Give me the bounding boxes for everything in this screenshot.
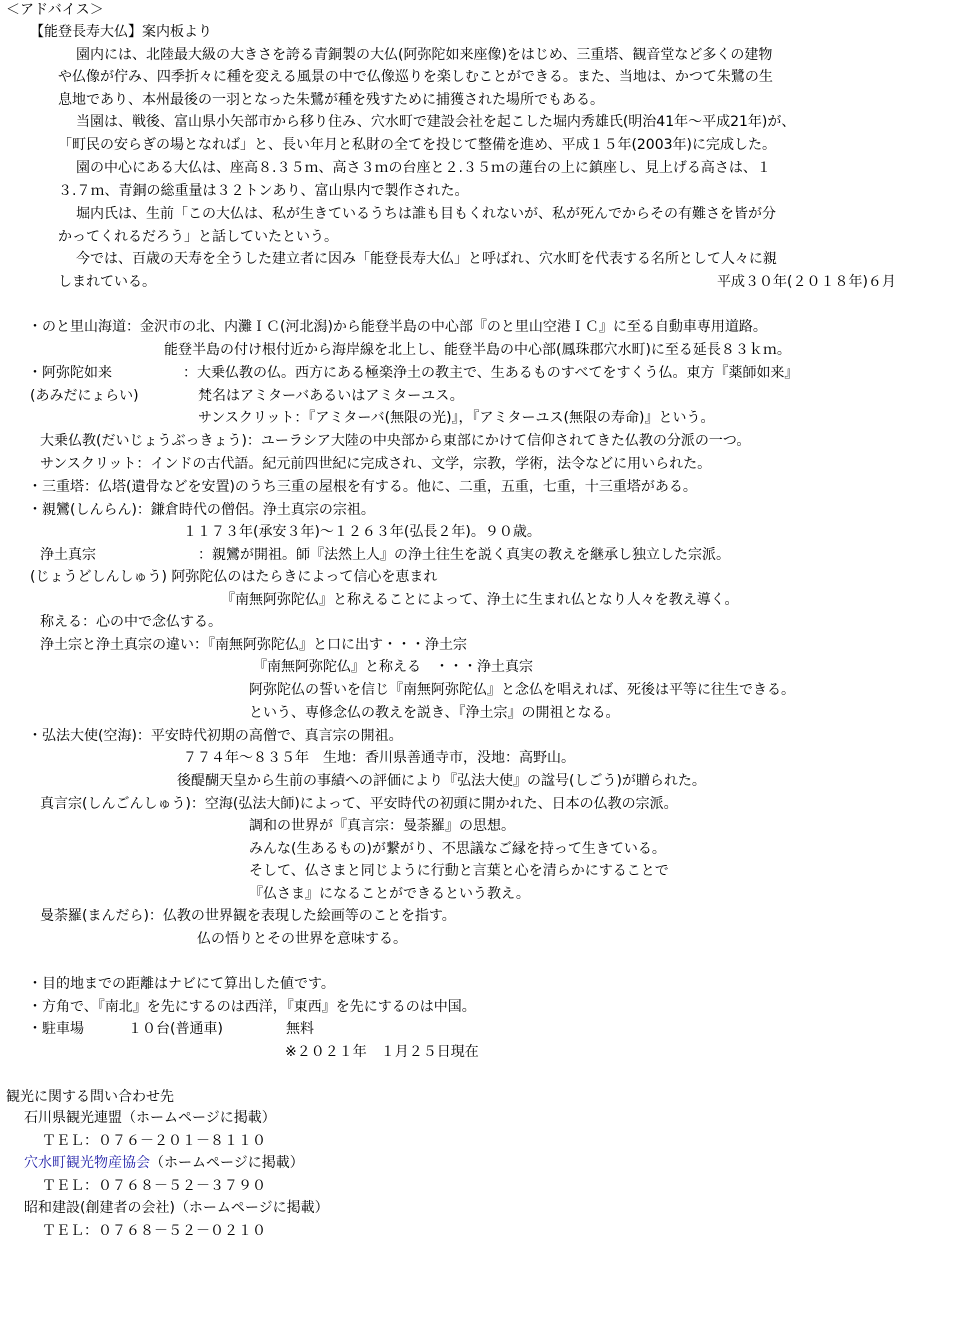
note-jodo-def2: (じょうどしんしゅう) 阿弥陀仏のはたらきによって信心を恵まれ [30, 569, 438, 585]
contact-item [24, 1153, 304, 1173]
note-shinran-line2: １１７３年(承安３年)～１２６３年(弘長２年)。９０歳。 [183, 524, 541, 540]
note-tonaeru: 称える：心の中で念仏する。 [40, 614, 222, 630]
board-p2-line1: 当園は、戦後、富山県小矢部市から移り住み、穴水町で建設会社を起こした堀内秀雄氏(明治41年～平成21年)が、 [76, 114, 796, 130]
note-amida-def2: 梵名はアミターバあるいはアミターユス。 [198, 388, 464, 404]
note-jodo-term: 浄土真宗 [40, 547, 96, 563]
board-p5-line2: しまれている。 [58, 274, 156, 290]
contact-name: 昭和建設(創建者の会社) [24, 1200, 175, 1216]
info-parking-fee: 無料 [286, 1021, 314, 1037]
note-sanskrit: サンスクリット：インドの古代語。紀元前四世紀に完成され、文学，宗教，学術，法令などに用いられた。 [40, 456, 712, 472]
board-p1-line1: 園内には、北陸最大級の大きさを誇る青銅製の大仏(阿弥陀如来座像)をはじめ、三重塔、観音堂など多くの建物 [76, 47, 773, 63]
note-amida-reading: (あみだにょらい) [30, 388, 139, 404]
contact-note: （ホームページに掲載） [174, 1200, 329, 1216]
board-p3-line1: 園の中心にある大仏は、座高８.３５ｍ、高さ３ｍの台座と２.３５ｍの蓮台の上に鎮座し、見上げる高さは、１ [76, 160, 771, 176]
note-difference-line4: という、専修念仏の教えを説き、『浄土宗』の開祖となる。 [249, 705, 620, 721]
contact-name: 石川県観光連盟 [24, 1110, 122, 1126]
note-amida-term: ・阿弥陀如来 [28, 365, 112, 381]
note-difference-line1: 浄土宗と浄土真宗の違い：『南無阿弥陀仏』と口に出す・・・浄土宗 [40, 637, 467, 653]
board-p1-line2: や仏像が佇み、四季折々に種を変える風景の中で仏像巡りを楽しむことができる。また、当地は、かつて朱鷺の生 [58, 69, 773, 85]
note-mandala-line1: 曼荼羅(まんだら)：仏教の世界観を表現した絵画等のことを指す。 [40, 908, 456, 924]
contact-item [24, 1108, 276, 1128]
board-heading: 【能登長寿大仏】案内板より [30, 24, 212, 40]
note-shingon-line3: みんな(生あるもの)が繋がり、不思議なご縁を持って生きている。 [249, 841, 666, 857]
board-p2-line2: 「町民の安らぎの場となれば」と、長い年月と私財の全てを投じて整備を進め、平成１５年(2003年)に完成した。 [58, 137, 776, 153]
info-distance: ・目的地までの距離はナビにて算出した値です。 [28, 976, 335, 992]
contact-tel: ＴＥＬ：０７６８－５２－０２１０ [42, 1223, 266, 1239]
board-p3-line2: ３.７ｍ、青銅の総重量は３２トンあり、富山県内で製作された。 [58, 183, 469, 199]
note-difference-line2: 『南無阿弥陀仏』と称える ・・・浄土真宗 [253, 659, 533, 675]
info-direction: ・方角で、『南北』を先にするのは西洋，『東西』を先にするのは中国。 [28, 999, 476, 1015]
note-mandala-line2: 仏の悟りとその世界を意味する。 [197, 931, 407, 947]
board-p1-line3: 息地であり、本州最後の一羽となった朱鷺が種を残すために捕獲された場所でもある。 [58, 92, 604, 108]
note-amida-def1: ：大乗仏教の仏。西方にある極楽浄土の教主で、生あるものすべてをすくう仏。東方『薬師如来』 [183, 365, 799, 381]
note-shingon-line1: 真言宗(しんごんしゅう)：空海(弘法大師)によって、平安時代の初頭に開かれた、日本の仏教の宗派。 [40, 796, 678, 812]
note-shingon-line5: 『仏さま』になることができるという教え。 [249, 886, 530, 902]
board-p4-line2: かってくれるだろう」と話していたという。 [58, 229, 338, 245]
board-date: 平成３０年(２０１８年)６月 [717, 274, 896, 290]
note-kobo-line1: ・弘法大使(空海)：平安時代初期の高僧で、真言宗の開祖。 [28, 728, 403, 744]
info-parking-label: ・駐車場 [28, 1021, 84, 1037]
info-parking-count: １０台(普通車) [128, 1021, 223, 1037]
note-shingon-line4: そして、仏さまと同じように行動と言葉と心を清らかにすることで [249, 863, 669, 879]
note-jodo-def3: 『南無阿弥陀仏』と称えることによって、浄土に生まれ仏となり人々を教え導く。 [221, 592, 739, 608]
contact-name-link[interactable]: 穴水町観光物産協会 [24, 1155, 150, 1171]
note-jodo-def1: ：親鸞が開祖。師『法然上人』の浄土往生を説く真実の教えを継承し独立した宗派。 [198, 547, 730, 563]
note-mahayana: 大乗仏教(だいじょうぶっきょう)：ユーラシア大陸の中央部から東部にかけて信仰されてきた仏教の分派の一つ。 [40, 433, 751, 449]
contact-item [24, 1198, 329, 1218]
page-title: ＜アドバイス＞ [6, 2, 104, 18]
note-amida-def3: サンスクリット：『アミターバ(無限の光)』，『アミターユス(無限の寿命)』という。 [198, 410, 715, 426]
info-as-of: ※２０２１年 １月２５日現在 [285, 1044, 479, 1060]
note-shingon-line2: 調和の世界が『真言宗：曼荼羅』の思想。 [249, 818, 515, 834]
board-p4-line1: 堀内氏は、生前「この大仏は、私が生きているうちは誰も目もくれないが、私が死んでからその有難さを皆が分 [76, 206, 776, 222]
note-road-line2: 能登半島の付け根付近から海岸線を北上し、能登半島の中心部(鳳珠郡穴水町)に至る延長８３ｋｍ。 [164, 342, 791, 358]
contact-tel: ＴＥＬ：０７６－２０１－８１１０ [42, 1133, 266, 1149]
note-road-line1: ・のと里山海道：金沢市の北、内灘ＩＣ(河北潟)から能登半島の中心部『のと里山空港ＩＣ』に至る自動車専用道路。 [28, 319, 767, 335]
board-p5-line1: 今では、百歳の天寿を全うした建立者に因み「能登長寿大仏」と呼ばれ、穴水町を代表する名所として人々に親 [76, 251, 777, 267]
note-kobo-line3: 後醍醐天皇から生前の事績への評価により『弘法大使』の諡号(しごう)が贈られた。 [177, 773, 706, 789]
contact-note: （ホームページに掲載） [150, 1155, 304, 1171]
note-pagoda: ・三重塔：仏塔(遺骨などを安置)のうち三重の屋根を有する。他に、二重，五重，七重，十三重塔がある。 [28, 479, 697, 495]
note-difference-line3: 阿弥陀仏の誓いを信じ『南無阿弥陀仏』と念仏を唱えれば、死後は平等に往生できる。 [249, 682, 795, 698]
contacts-heading: 観光に関する問い合わせ先 [6, 1089, 174, 1105]
note-kobo-line2: ７７４年～８３５年 生地：香川県善通寺市，没地：高野山。 [183, 750, 575, 766]
contact-tel: ＴＥＬ：０７６８－５２－３７９０ [42, 1178, 266, 1194]
note-shinran-line1: ・親鸞(しんらん)：鎌倉時代の僧侶。浄土真宗の宗祖。 [28, 502, 375, 518]
contact-note: （ホームページに掲載） [122, 1110, 276, 1126]
